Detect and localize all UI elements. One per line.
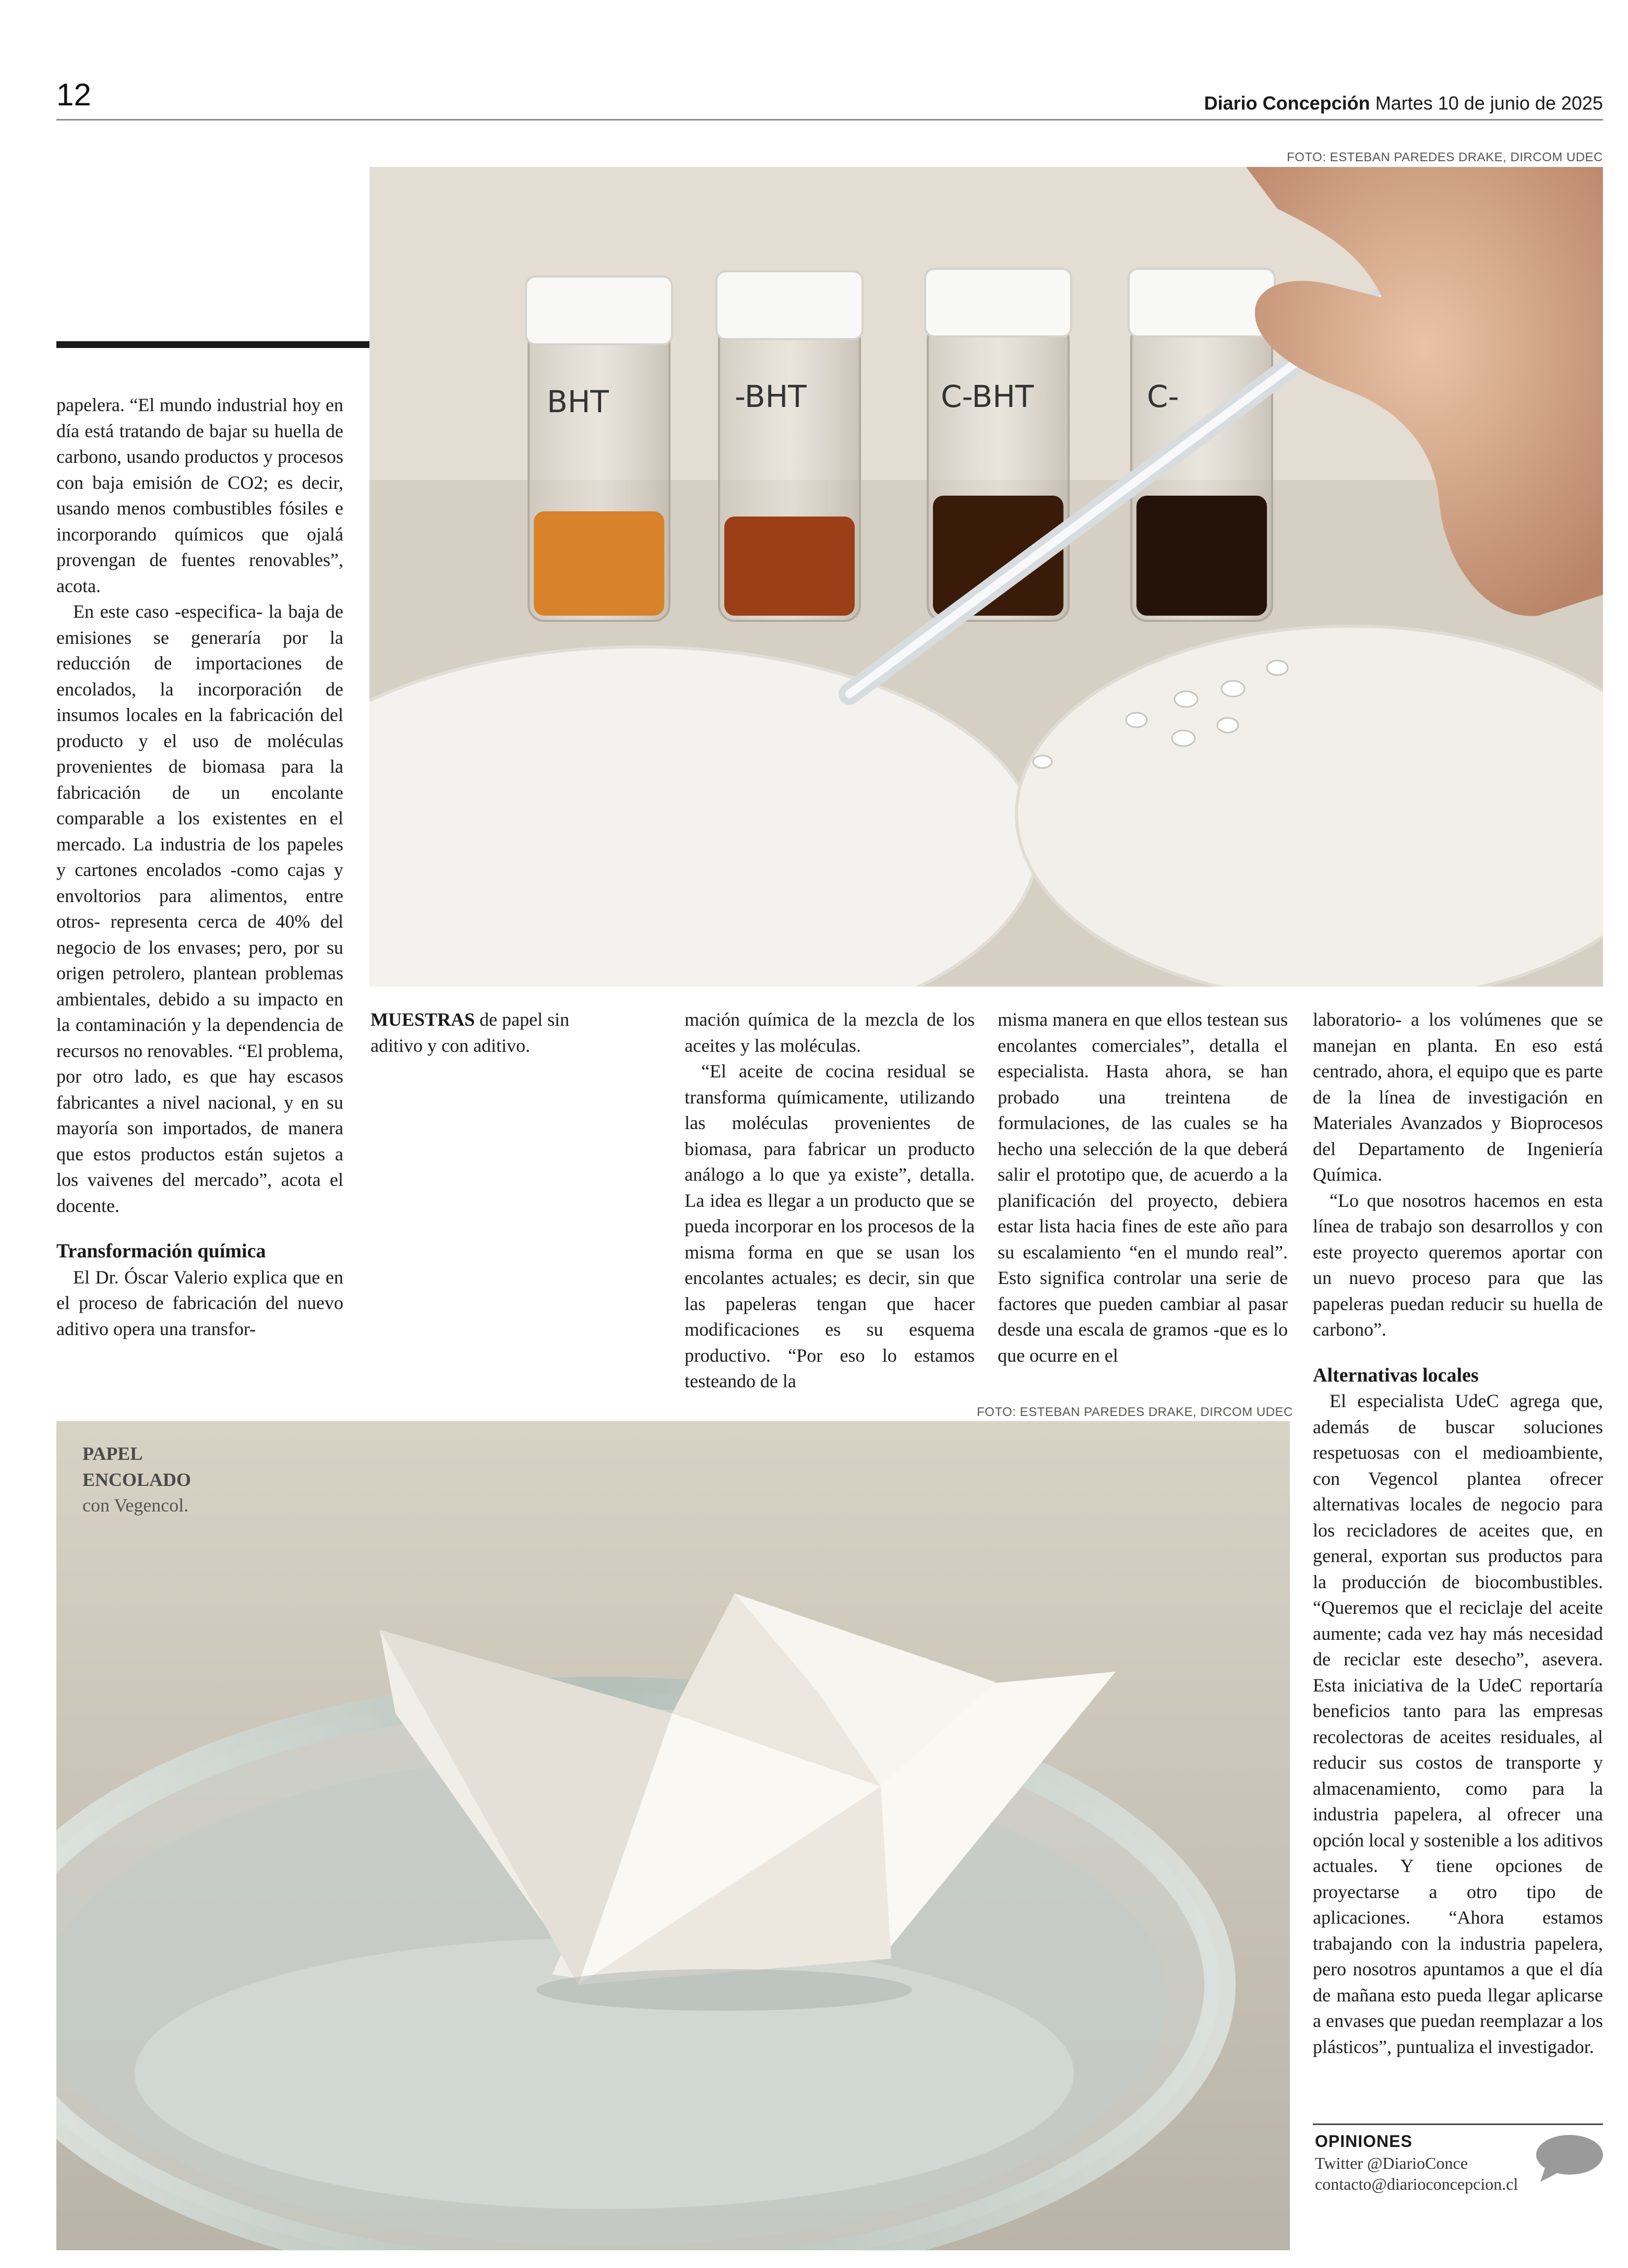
vial-4-label: C- — [1147, 379, 1179, 414]
article-column-2 — [685, 1007, 975, 1395]
vial-1 — [526, 277, 672, 621]
vial-1-label: BHT — [547, 384, 609, 419]
paragraph: “Lo que nosotros hacemos en esta línea de trabajo son desarrollos y con este proyecto queremos aportar con un nuevo proceso para que las papeleras puedan reducir su huella de carbono”. — [1313, 1190, 1603, 1340]
vial-2 — [716, 271, 863, 621]
vial-2-label: -BHT — [735, 379, 807, 414]
subheading-transformacion: Transformación química — [56, 1240, 266, 1262]
publication-name: Diario Concepción — [1204, 92, 1370, 114]
boat-caption-line-1: PAPEL — [82, 1443, 143, 1464]
paragraph: En este caso -especifica- la baja de emisiones se generaría por la reducción de importaciones de encolados, la incorporación de insumos locales en la fabricación del producto y el uso de moléculas provenientes de biomasa para la fabricación de un encolante comparable a los existentes en el mercado. La industria de los papeles y cartones encolados -como cajas y envoltorios para alimentos, entre otros- representa cerca de 40% del negocio de los envases; pero, por su origen petrolero, plantean problemas ambientales, debido a su impacto en la contaminación y la dependencia de recursos no renovables. “El problema, por otro lado, es que hay escasos fabricantes a nivel nacional, y en su mayoría son importados, de manera que estos productos están sujetos a los vaivenes del mercado”, acota el docente. — [56, 601, 343, 1216]
masthead — [1204, 93, 1603, 114]
article-column-4 — [1313, 1007, 1603, 2060]
photo-credit-bottom: FOTO: ESTEBAN PAREDES DRAKE, DIRCOM UDEC — [977, 1405, 1293, 1419]
page-number: 12 — [56, 77, 91, 112]
paragraph: “El aceite de cocina residual se transforma químicamente, utilizando las moléculas provenientes de biomasa, para fabricar un producto análogo a lo que ya existe”, detalla. La idea es llegar a un producto que se pueda incorporar en los procesos de la misma forma en que se usan los encolantes actuales; es decir, sin que las papeleras tengan que hacer modificaciones es su esquema productivo. “Por eso lo estamos testeando de la — [685, 1061, 975, 1391]
subheading-alternativas: Alternativas locales — [1313, 1364, 1479, 1386]
caption-lead: MUESTRAS — [370, 1009, 475, 1030]
publication-date: Martes 10 de junio de 2025 — [1375, 92, 1603, 114]
article-column-3 — [998, 1007, 1288, 1369]
lab-samples-photo — [369, 167, 1603, 987]
contact-email[interactable]: contacto@diarioconcepcion.cl — [1315, 2175, 1518, 2193]
boat-photo-caption — [82, 1441, 191, 1519]
lab-photo-illustration — [369, 167, 1603, 987]
vial-3-label: C-BHT — [941, 379, 1034, 414]
header-divider — [56, 119, 1603, 121]
paragraph: mación química de la mezcla de los aceites y las moléculas. — [685, 1009, 975, 1056]
paragraph: misma manera en que ellos testean sus encolantes comerciales”, detalla el especialista. Hasta ahora, se han probado una treintena de formulaciones, de las cuales se ha hecho una selección de la que deberá salir el prototipo que, de acuerdo a la planificación del proyecto, debiera estar lista hacia fines de este año para su escalamiento “en el mundo real”. Esto significa controlar una serie de factores que pueden cambiar al pasar desde una escala de gramos -que es lo que ocurre en el — [998, 1009, 1288, 1366]
speech-bubble-icon — [1534, 2133, 1605, 2183]
opinions-divider — [1313, 2123, 1603, 2125]
vial-3 — [925, 269, 1071, 621]
paragraph: El Dr. Óscar Valerio explica que en el proceso de fabricación del nuevo aditivo opera una transfor- — [56, 1266, 343, 1339]
boat-caption-line-2: ENCOLADO — [82, 1469, 191, 1490]
section-divider-bar — [56, 341, 369, 348]
opinions-title: OPINIONES — [1315, 2132, 1412, 2151]
photo-credit-top: FOTO: ESTEBAN PAREDES DRAKE, DIRCOM UDEC — [1287, 150, 1603, 164]
article-column-1 — [56, 392, 343, 1342]
boat-photo-illustration — [56, 1421, 1290, 2250]
caption-text: de papel sin aditivo y con aditivo. — [370, 1009, 569, 1056]
samples-photo-caption — [370, 1007, 621, 1059]
opinions-box — [1315, 2130, 1524, 2194]
boat-caption-line-3: con Vegencol. — [82, 1495, 189, 1516]
paragraph: laboratorio- a los volúmenes que se manejan en planta. En eso está centrado, ahora, el equipo que es parte de la línea de investigación en Materiales Avanzados y Bioprocesos del Departamento de Ingeniería Química. — [1313, 1009, 1603, 1185]
twitter-handle[interactable]: Twitter @DiarioConce — [1315, 2154, 1468, 2173]
paper-boat-photo — [56, 1421, 1290, 2250]
paragraph: El especialista UdeC agrega que, además de buscar soluciones respetuosas con el medioambiente, con Vegencol plantea ofrecer alternativas locales de negocio para los recicladores de aceites que, en general, exportan sus productos para la producción de biocombustibles. “Queremos que el reciclaje del aceite aumente; cada vez hay más necesidad de reciclar este desecho”, asevera. Esta iniciativa de la UdeC reportaría beneficios tanto para las empresas recolectoras de aceites residuales, al reducir sus costos de transporte y almacenamiento, como para la industria papelera, al ofrecer una opción local y sostenible a los aditivos actuales. Y tiene opciones de proyectarse a otro tipo de aplicaciones. “Ahora estamos trabajando con la industria papelera, pero nosotros apuntamos a que el día de mañana esto pueda llegar aplicarse a envases que puedan reemplazar a los plásticos”, puntualiza el investigador. — [1313, 1390, 1603, 2057]
paragraph: papelera. “El mundo industrial hoy en día está tratando de bajar su huella de carbono, usando productos y procesos con baja emisión de CO2; es decir, usando menos combustibles fósiles e incorporando químicos que ojalá provengan de fuentes renovables”, acota. — [56, 394, 343, 596]
